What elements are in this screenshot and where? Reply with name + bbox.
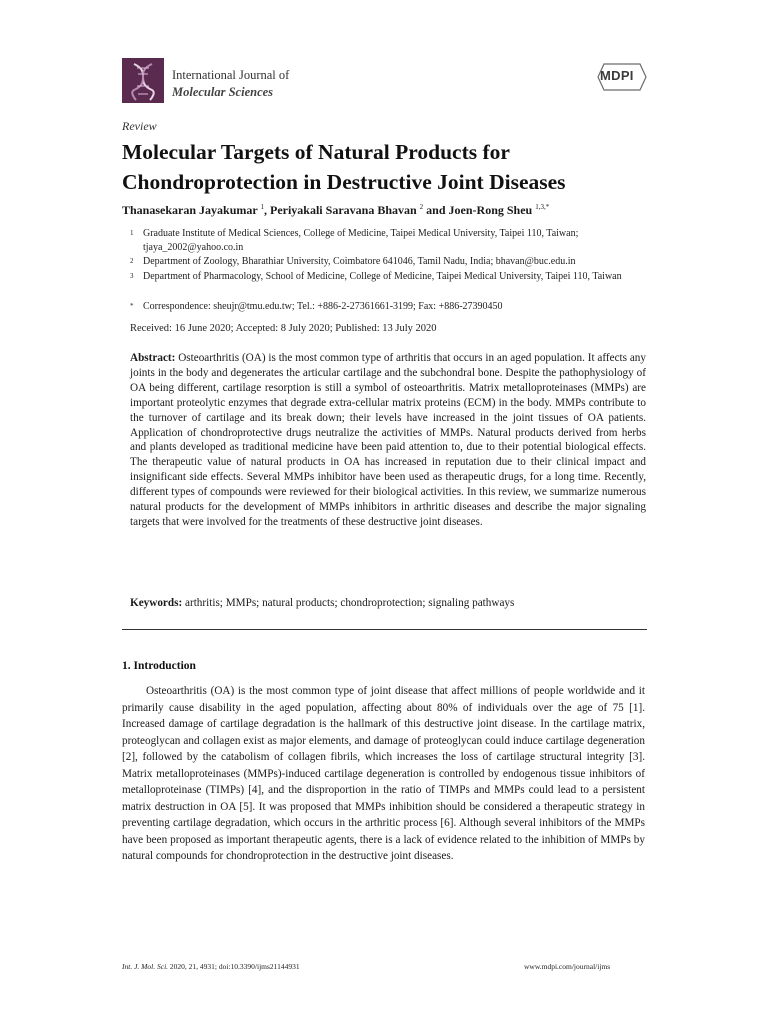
affiliation-number: 1	[130, 229, 134, 237]
correspondence-text: Correspondence: sheujr@tmu.edu.tw; Tel.: +886-2-27361661-3199; Fax: +886-27390450	[143, 301, 503, 312]
title-line-1: Molecular Targets of Natural Products for	[122, 140, 510, 164]
section-divider	[122, 629, 647, 630]
abstract-label: Abstract:	[130, 352, 176, 364]
publisher-name: MDPI	[600, 68, 634, 83]
journal-url[interactable]: www.mdpi.com/journal/ijms	[524, 962, 611, 971]
keywords-label: Keywords:	[130, 597, 183, 609]
keywords-text: arthritis; MMPs; natural products; chondroprotection; signaling pathways	[185, 597, 515, 609]
citation-journal: Int. J. Mol. Sci.	[122, 962, 169, 971]
author-separator: and	[423, 203, 449, 217]
author-affiliation-mark: 1,3,*	[535, 203, 550, 211]
author-name[interactable]: Periyakali Saravana Bhavan	[269, 203, 417, 217]
abstract-text: Osteoarthritis (OA) is the most common type of arthritis that occurs in an aged population. It affects any joints in the body and degenerates the articular cartilage and the subchondral bone. Despite the pathophysiology of OA being different, cartilage resorption is still a symbol of osteoarthritis. Matrix metalloproteinases (MMPs) are important proteolytic enzymes that degrade extra-cellular matrix proteins (ECM) in the body. MMPs contribute to the turnover of cartilage and its break down; their levels have increased in the joint tissues of OA patients. Application of chondroprotective drugs neutralize the activities of MMPs. Natural products derived from herbs and plants developed as traditional medicine have been paid attention to, due to their potential biological effects. The therapeutic value of natural products in OA has increased in reputation due to their clinical impact and insignificant side effects. Several MMPs inhibitor have been used as therapeutic drugs, for a long time. Recently, different types of compounds were reviewed for their biological activities. In this review, we summarize numerous natural products for the development of MMPs inhibitors in arthritic diseases and describe the major signaling targets that were involved for the treatments of these destructive joint diseases.	[130, 352, 646, 528]
affiliation-text: Department of Zoology, Bharathiar University, Coimbatore 641046, Tamil Nadu, India; bhavan@buc.edu.in	[143, 256, 576, 267]
keywords	[130, 597, 646, 609]
affiliation-text: Department of Pharmacology, School of Medicine, College of Medicine, Taipei Medical University, Taipei 110, Taiwan	[143, 271, 622, 282]
author-separator: ,	[263, 203, 270, 217]
section-heading: 1. Introduction	[122, 660, 196, 672]
journal-name	[172, 67, 289, 101]
affiliation-text: Graduate Institute of Medical Sciences, College of Medicine, Taipei Medical University, Taipei 110, Taiwan; tjaya_2002@yahoo.co.in	[143, 228, 579, 253]
correspondence-mark: *	[130, 302, 134, 310]
author-list	[122, 203, 549, 218]
article-type: Review	[122, 119, 157, 133]
citation-details: 2020, 21, 4931; doi:10.3390/ijms21144931	[168, 962, 300, 971]
affiliation-number: 2	[130, 257, 134, 265]
author-affiliation-mark: 2	[419, 203, 424, 211]
author-affiliation-mark: 1	[260, 203, 264, 211]
journal-name-line2: Molecular Sciences	[172, 85, 274, 99]
citation-footer	[122, 962, 300, 971]
author-name[interactable]: Joen-Rong Sheu	[448, 203, 533, 217]
introduction-paragraph: Osteoarthritis (OA) is the most common type of joint disease that affect millions of people worldwide and it primarily cause disability in the aged population, affecting about 80% of individuals over the age of 75 [1]. Increased damage of cartilage degradation is the hallmark of this destructive joint disease. In the cartilage matrix, proteoglycan and collagen exist as major elements, and damage of proteoglycan could induce cartilage degeneration [2], followed by the catabolism of collagen fibrils, which increases the loss of cartilage structural integrity [3]. Matrix metalloproteinases (MMPs)-induced cartilage degeneration is controlled by endogenous tissue inhibitors of metalloproteinase (TIMPs) [4], and the disproportion in the ratio of TIMPs and MMPs could lead to a persistent matrix destruction in OA [5]. It was proposed that MMPs inhibition should be considered a therapeutic strategy in preventing cartilage degradation, which occurs in the arthritic process [6]. Although several inhibitors of the MMPs have been proposed as important therapeutic agents, there is a lack of evidence related to the inhibition of MMPs by natural compounds for chondroprotection in the destructive joint diseases.	[122, 685, 645, 863]
abstract	[130, 351, 646, 530]
affiliation-number: 3	[130, 272, 134, 280]
publication-dates: Received: 16 June 2020; Accepted: 8 July 2020; Published: 13 July 2020	[130, 323, 437, 334]
title-line-2: Chondroprotection in Destructive Joint Diseases	[122, 170, 566, 194]
journal-name-line1: International Journal of	[172, 68, 290, 82]
dna-helix-icon	[122, 58, 164, 103]
author-name[interactable]: Thanasekaran Jayakumar	[122, 203, 258, 217]
article-title	[122, 137, 682, 197]
journal-logo	[122, 58, 164, 103]
